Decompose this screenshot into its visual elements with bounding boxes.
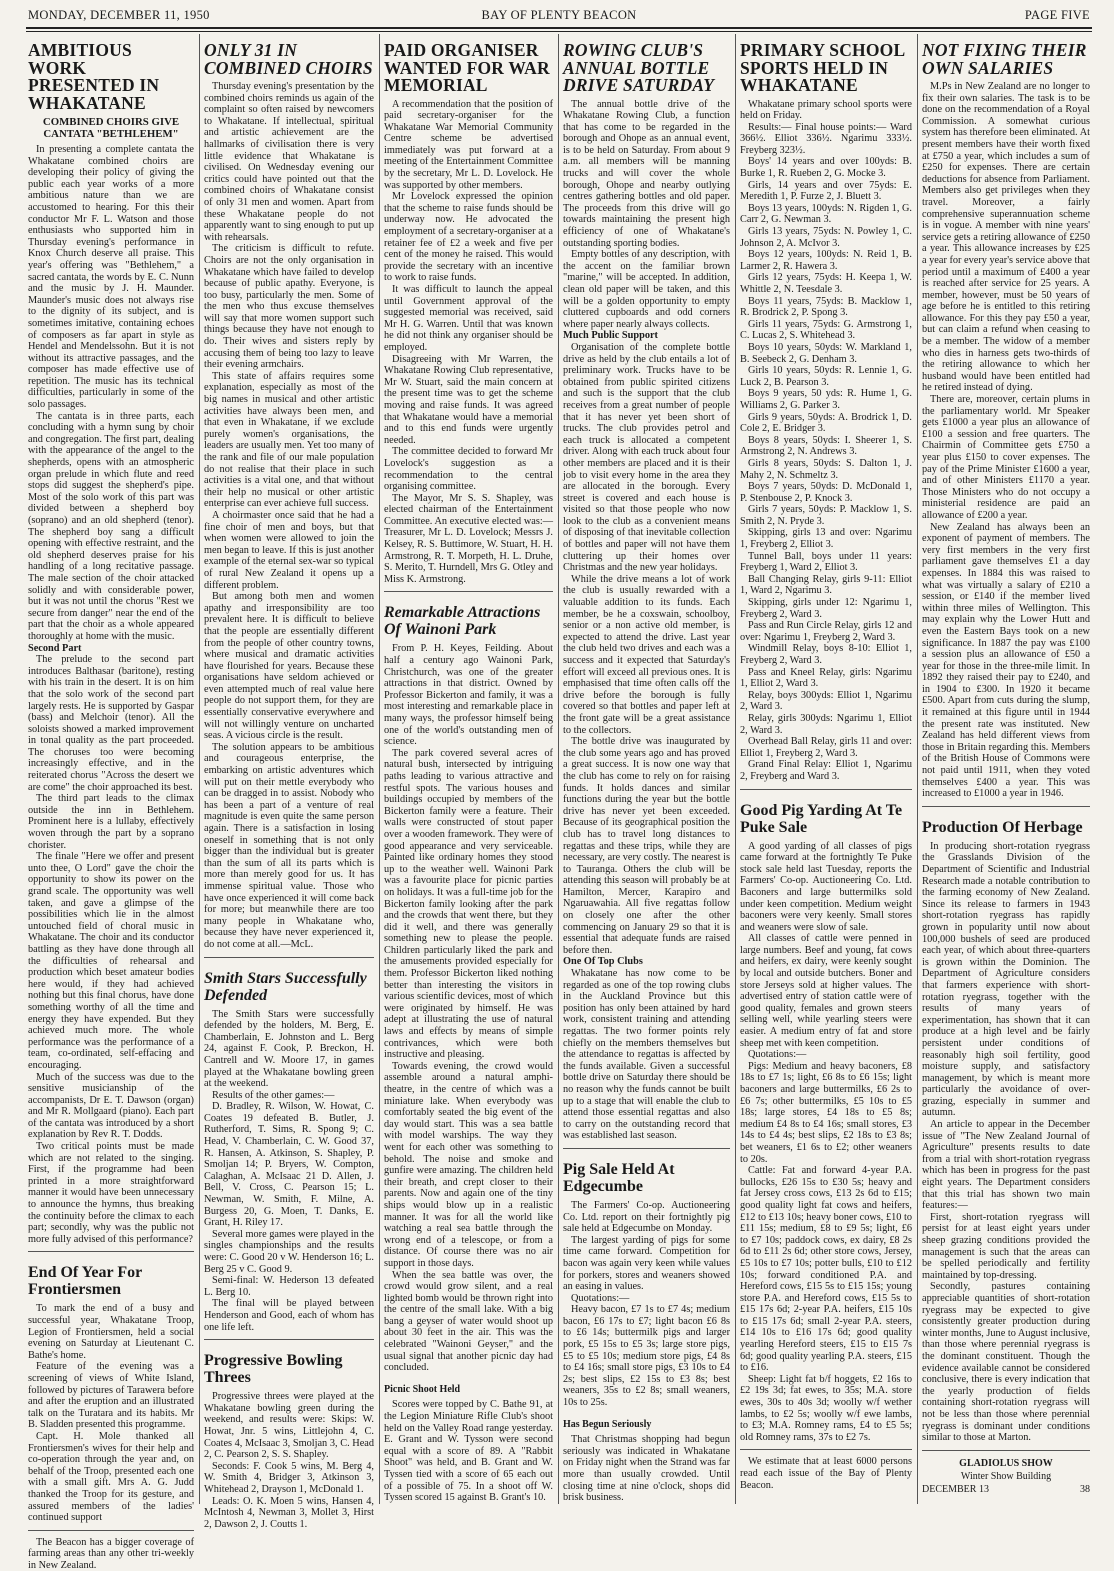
headline-paid-organiser: PAID ORGANISER WANTED FOR WAR MEMORIAL (384, 40, 550, 95)
article-divider (384, 591, 553, 592)
article-paragraph: The park covered several acres of natural bush, intersected by intriguing paths leading to various attractive and restful spots. The various houses and buildings occupied by members of the Bickerton family were a feature. Their walls were constructed of stout paper over a wooden framework. They were of good appearance and very serviceable. Painted like ordinary homes they stood up to the weather well. Wainoni Park was a favourite place for picnic parties on holidays. It was a full-time job for the Bickerton family looking after the park and the crowds that went there, but they did it well, and there was generally something new to please the people. Children particularly liked the park and the amusements provided especially for them. Professor Bickerton liked nothing better than interesting the visitors in various scientific devices, most of which were originated by himself. He was adept at illustrating the use of natural laws and effects by means of simple contrivances, which were both instructive and pleasing. (384, 747, 554, 1061)
article-paragraph: A recommendation that the position of paid secretary-organiser for the Whakatane War Memorial Community Centre scheme be advertised immediately was put forward at a meeting of the Entertainment Committee by the secretary, Mr L. D. Lovelock. He was supported by other members. (384, 98, 553, 191)
headline-production-herbage: Production Of Herbage (922, 818, 1083, 836)
article-divider (922, 806, 1090, 807)
headline-picnic-shoot: Picnic Shoot Held (384, 1383, 461, 1395)
headline-only-31: ONLY 31 IN COMBINED CHOIRS (204, 40, 373, 78)
article-divider (28, 1530, 194, 1531)
article-paragraph: Mr Lovelock expressed the opinion that the scheme to raise funds should be underway now. He advocated the employment of a secretary-organiser at a retainer fee of £2 a week and five per cent of the money he raised. This would provide the secretary with an incentive to work to raise funds. (384, 191, 553, 284)
headline-has-begun: Has Begun Seriously (563, 1418, 652, 1430)
article-paragraph: The bottle drive was inaugurated by the club some years ago and has proved a great success. It is now one way that the club has come to rely on for raising funds. It holds dances and similar functions during the year but the bottle drive has never yet been exceeded. Because of its geographical position the club has to travel long distances to regattas and these trips, while they are necessary, are very costly. The nearest is to Tauranga. Others the club will be attending this season will probably be at Hamilton, Mercer, Karapiro and Ngaruawahia. All five regattas follow on closely one after the other commencing on January 29 so that it is essential that adequate funds are raised before then. (563, 736, 730, 956)
article-paragraph: The final will be played between Henderson and Good, each of whom has one life left. (204, 1298, 374, 1333)
results-line: Girls 13 years, 75yds: N. Powley 1, C. Johnson 2, A. McIvor 3. (740, 226, 912, 249)
article-paragraph: The Smith Stars were successfully defended by the holders, M. Berg, E. Chamberlain, E. Johnston and L. Berg 24, against F. Cook, P. Breckon, H. Cantrell and W. Moore 17, in games played at the Whakatane bowling green at the weekend. (204, 1008, 374, 1090)
article-paragraph: Heavy bacon, £7 1s to £7 4s; medium bacon, £6 17s to £7; light bacon £6 8s to £6 14s; buttermilk pigs and larger pork, £5 15s to £5 3s; large store pigs, £5 to £5 10s; medium store pigs, £4 8s to £4 16s; small store pigs, £3 10s to £4 2s; best slips, £2 15s to £3 8s; best weaners, 35s to £2 8s; small weaners, 10s to 25s. (563, 1304, 730, 1409)
article-paragraph: To mark the end of a busy and successful year, Whakatane Troop, Legion of Frontiersmen, held a social evening on Saturday at Lieutenant C. Bathe's home. (28, 1303, 194, 1361)
article-divider (740, 789, 912, 790)
headline-not-fixing-salaries: NOT FIXING THEIR OWN SALARIES (922, 40, 1087, 78)
page-number: PAGE FIVE (1024, 8, 1090, 22)
article-paragraph: In producing short-rotation ryegrass the Grasslands Division of the Department of Scientific and Industrial Research made a notable contribution to the farming economy of New Zealand. Since its release to farmers in 1943 short-rotation ryegrass has rapidly grown in popularity until now about 100,000 bushels of seed are produced each year, of which about three-quarters is grown within the Dominion. The Department of Agriculture considers that farmers experience with short-rotation ryegrass, together with the results of many years of experimentation, has shown that it can produce at a high level and be fairly persistent under conditions of reasonably high soil fertility, good moisture supply, and satisfactory management, by which is meant more particularly the avoidance of over-grazing, especially in summer and autumn. (922, 840, 1090, 1119)
results-line: Girls 8 years, 50yds: S. Dalton 1, J. Mahy 2, N. Schmeltz 3. (740, 457, 912, 481)
results-line: Relay, girls 300yds: Ngarimu 1, Elliot 2, Ward 3. (740, 712, 912, 736)
section-subhead: One Of Top Clubs (563, 956, 643, 968)
issue-date: MONDAY, DECEMBER 11, 1950 (28, 8, 210, 22)
article-paragraph: When the sea battle was over, the crowd would grow silent, and a real lighted bomb would be thrown right into the centre of the small lake. With a big bang a geyser of water would shoot up about 30 feet in the air. This was the celebrated "Wainoni Geyser," and the usual signal that another picnic day had concluded. (384, 1269, 553, 1374)
article-paragraph: The largest yarding of pigs for some time came forward. Competition for bacon was again very keen while values for porkers, stores and weaners showed an easing in values. (563, 1234, 730, 1293)
results-line: Boys 7 years, 50yds: D. McDonald 1, P. Stenbouse 2, P. Knock 3. (740, 481, 912, 504)
article-paragraph: Two critical points must be made which are not related to the singing. First, if the programme had been printed in a more straightforward manner it would have been unnecessary to announce the hymns, thus breaking the continuity before the climax to each part; secondly, why was the public not more fully advised of this performance? (28, 1141, 194, 1245)
results-line: Boys 10 years, 50yds: W. Markland 1, B. Seebeck 2, G. Denham 3. (740, 341, 912, 365)
article-divider (204, 1339, 374, 1340)
article-paragraph: Seconds: F. Cook 5 wins, M. Berg 4, W. Smith 4, Bridger 3, Atkinson 3, Whitehead 2, Drayson 1, McDonald 1. (204, 1460, 374, 1495)
masthead (28, 8, 1090, 26)
article-paragraph: Sheep: Light fat b/f hoggets, £2 16s to £2 19s 3d; fat ewes, to 35s; M.A. store ewes, 30s to 40s 3d; woolly w/f wether lambs, to £2 5s; woolly w/f ewe lambs, to £3; M.A. Romney rams, £4 to £5 5s; old Romney rams, 37s to £2 7s. (740, 1373, 912, 1443)
results-line: Skipping, girls under 12: Ngarimu 1, Freyberg 2, Ward 3. (740, 597, 912, 620)
headline-end-of-year: End Of Year For Frontiersmen (28, 1264, 142, 1299)
article-paragraph: The Farmers' Co-op. Auctioneering Co. Ltd. report on their fortnightly pig sale held at Edgecumbe on Monday. (563, 1199, 730, 1235)
headline-ambitious-work: AMBITIOUS WORK PRESENTED IN WHAKATANE (28, 40, 160, 113)
article-paragraph: New Zealand has always been an exponent of payment of members. The very first members in the very first parliament gave themselves £1 a day expenses. In 1884 this was raised to what was virtually a salary of £210 a session, or £140 if the member lived within three miles of Wellington. This may explain why the Lower Hutt and even the Eastern Bays took on a new significance. In 1887 the pay was £100 a session plus an allowance of £50 a year for those in the three-mile limit. In 1892 they raised their pay to £240, and in 1904 to £300. In 1920 it became £500. Apart from cuts during the slump, it remained at this figure until in 1944 the present rate was instituted. New Zealand has held different views from those in Britain regarding this. Members of the British House of Commons were not paid until 1911, when they voted themselves £400 a year. This was increased to £1000 a year in 1946. (922, 521, 1090, 800)
article-paragraph: D. Bradley, R. Wilson, W. Howat, C. Coates 19 defeated B. Butler, J. Rutherford, T. Sims, R. Spong 9; C. Head, V. Chamberlain, C. W. Good 37, R. Hansen, A. Atkinson, S. Shapley, P. Smoljan 14; P. Bryers, W. Compton, Calaghan, A. McIsaac 21 D. Allen, J. Bell, V. Cross, C. Pearson 15; L. Newman, W. Smith, F. Milne, A. Burgess 20, G. Moen, T. Danks, E. Grant, H. Riley 17. (204, 1101, 374, 1229)
article-paragraph: All classes of cattle were penned in large numbers. Beef and young, fat cows and heifers, ex dairy, were keenly sought by local and outside butchers. Boner and store Jerseys sold at higher values. The advertised entry of station cattle were of good quality, females and grown steers selling well, while yearling steers were easier. A medium entry of fat and store sheep met with keen competition. (740, 933, 912, 1049)
results-line: Boys 11 years, 75yds: B. Macklow 1, R. Brodrick 2, P. Spong 3. (740, 295, 912, 319)
results-line: Boys 12 years, 100yds: N. Reid 1, B. Larmer 2, R. Hawera 3. (740, 249, 912, 272)
article-paragraph: A choirmaster once said that he had a fine choir of men and boys, but that when women were allowed to join the men began to leave. If this is just another example of the eternal sex-war so typical of rural New Zealand it opens up a different problem. (204, 509, 374, 591)
article-paragraph: Towards evening, the crowd would assemble around a natural amphi-theatre, in the centre of which was a miniature lake. When everybody was comfortably seated the big event of the day would start. This was a sea battle with model warships. The way they went for each other was something to behold. The noise and smoke and gunfire were amazing. The children held their breath, and crept closer to their parents. Now and again one of the tiny ships would blow up in a realistic manner. It was for all the world like watching a real sea battle through the wrong end of a telescope, or from a distance. Of course there was no air support in those days. (384, 1060, 553, 1269)
headline-rowing-club: ROWING CLUB'S ANNUAL BOTTLE DRIVE SATURDAY (563, 40, 715, 95)
results-line: Girls, 14 years and over 75yds: E. Meredith 1, P. Furze 2, J. Bluett 3. (740, 179, 912, 203)
ad-date: DECEMBER 13 (922, 1483, 989, 1495)
article-paragraph: The prelude to the second part introduces Balthasar (baritone), resting with his train in the desert. It is on him that the solo work of the second part largely rests. He is supported by Gaspar (bass) and Melchoir (tenor). All the soloists showed a marked improvement in tonal quality as the part proceeded. The choruses too were becoming increasingly effective, and in the reiterated chorus "Across the desert we are come" the choir approached its best. (28, 654, 194, 793)
article-paragraph: Cattle: Fat and forward 4-year P.A. bullocks, £26 15s to £30 5s; heavy and fat Jersey cross cows, £13 2s 6d to £15; good quality light fat cows and heifers, £12 to £13 10s; heavy boner cows, £10 to £11 15s; medium, £8 to £9 5s; light, £6 to £7 10s; paddock cows, ex dairy, £8 2s 6d to £11 2s 6d; other store cows, Jersey, £5 10s to £7 10s; potter bulls, £10 to £12 10s; forward conditioned P.A. and Hereford cows, £15 5s to £15 15s; young store P.A. and Hereford cows, £15 5s to £15 17s 6d; 2-year P.A. heifers, £15 10s to £15 17s 6d; small 2-year P.A. steers, £14 10s to £16 17s 6d; good quality yearling Hereford steers, £15 to £15 7s 6d; good quality yearling P.A. steers, £15 to £16. (740, 1165, 912, 1374)
results-line: Ball Changing Relay, girls 9-11: Elliot 1, Ward 2, Ngarimu 3. (740, 573, 912, 597)
article-paragraph: Scores were topped by C. Bathe 91, at the Legion Miniature Rifle Club's shoot held on the Valley Road range yesterday. E. Grant and W. Tysson were second equal with a score of 89. A "Rabbit Shoot" was held, and B. Grant and W. Tyssen tied with a score of 65 each out of a possible of 75. In a shoot off W. Tyssen scored 15 against B. Grant's 10. (384, 1399, 553, 1504)
article-paragraph: Organisation of the complete bottle drive as held by the club entails a lot of preliminary work. Trucks have to be obtained from public spirited citizens and such is the support that the club receives from a great number of people that it has never yet been short of trucks. The club provides petrol and each truck is allocated a competent driver. Along with each truck about four other members are placed and it is their job to visit every home in the area they are allocated in the borough. Every street is covered and each house is visited so that those people who now look to the club as a convenient means of disposing of that inevitable collection of bottles and paper will not have them cluttering up their homes over Christmas and the new year holidays. (563, 341, 730, 574)
headline-primary-school-sports: PRIMARY SCHOOL SPORTS HELD IN WHAKATANE (740, 40, 905, 95)
results-line: Girls 7 years, 50yds: P. Macklow 1, S. Smith 2, N. Pryde 3. (740, 504, 912, 527)
filler-notice: The Beacon has a bigger coverage of farming areas than any other tri-weekly in New Zealand. (28, 1536, 194, 1571)
results-line: Boys 13 years, 100yds: N. Rigden 1, G. Carr 2, G. Newman 3. (740, 202, 912, 226)
results-line: Boys 8 years, 50yds: I. Sheerer 1, S. Armstrong 2, N. Andrews 3. (740, 434, 912, 458)
headline-progressive-bowling: Progressive Bowling Threes (204, 1352, 343, 1387)
article-paragraph: That Christmas shopping had begun seriously was indicated in Whakatane on Friday night when the Strand was far more than usually crowded. Until closing time at nine o'clock, shops did brisk business. (563, 1434, 730, 1504)
article-paragraph: Much of the success was due to the sensitive musicianship of the accompanists, Dr E. T. Dawson (organ) and Mr R. Mollgaard (piano). Each part of the cantata was introduced by a short explanation by Rev R. T. Dodds. (28, 1071, 194, 1141)
article-paragraph: Whakatane primary school sports were held on Friday. (740, 98, 912, 122)
article-paragraph: Progressive threes were played at the Whakatane bowling green during the weekend, and results were: Skips: W. Howat, Jnr. 5 wins, Littlejohn 4, C. Coates 4, McIsaac 3, Smoljan 3, C. Head 2, C. Pearson 2, S. S. Shapley. (204, 1391, 374, 1461)
article-paragraph: Pigs: Medium and heavy baconers, £8 18s to £7 1s; light, £6 8s to £6 15s; light baconers and large buttermilks, £6 2s to £6 7s; other buttermilks, £5 10s to £5 18s; large stores, £4 18s to £5 8s; medium £4 8s to £4 16s; small stores, £3 14s to £4 4s; best slips, £2 18s to £3 8s; bet weaners, £1 6s to £2; other weaners to 20s. (740, 1060, 912, 1165)
ad-number: 38 (1080, 1483, 1090, 1495)
results-line: Results:— Final house points:— Ward 366½. Elliot 336½. Ngarimu 333½. Freyberg 323½. (740, 121, 912, 156)
newspaper-title: BAY OF PLENTY BEACON (481, 8, 637, 22)
results-line: Girls 10 years, 50yds: R. Lennie 1, G. Luck 2, B. Pearson 3. (740, 365, 912, 388)
article-paragraph: The third part leads to the climax outside the inn in Bethlehem. Prominent here is a lullaby, effectively woven through the part by a soprano chorister. (28, 793, 194, 851)
section-subhead: Second Part (28, 642, 82, 654)
article-paragraph: This state of affairs requires some explanation, especially as most of the big names in musical and other artistic activities have always been men, and that even in Whakatane, if we exclude purely women's organisations, the leaders are usually men. Yet too many of the rank and file of our male population do not realise that their place in such activities is a vital one, and that without their help no musical or other artistic enterprise can ever achieve full success. (204, 370, 374, 510)
article-paragraph: The cantata is in three parts, each concluding with a hymn sung by choir and congregation. The first part, dealing with the appearance of the angel to the shepherds, opens with an atmospheric organ prelude in which flute and reed stops did suggest the shepherd's pipe. Most of the solo work of this part was divided between a shepherd boy (soprano) and an old shepherd (tenor). The shepherd boy sang a difficult opening with effective restraint, and the old shepherd deserves praise for his handling of a long recitative passage. The male section of the choir attacked solidly and with considerable power, but it was not until the chorus "Rest we secure from danger" near the end of the part that the choir as a whole appeared thoroughly at home with the music. (28, 410, 194, 642)
readership-notice: We estimate that at least 6000 persons read each issue of the Bay of Plenty Beacon. (740, 1456, 912, 1491)
results-line: Windmill Relay, boys 8-10: Elliot 1, Freyberg 2, Ward 3. (740, 643, 912, 666)
column-6 (922, 38, 1090, 1504)
article-divider (563, 1148, 730, 1149)
article-paragraph: There are, moreover, certain plums in the parliamentary world. Mr Speaker gets £1000 a year plus an allowance of £100 a session and free quarters. The Chairmin of Committee gets £750 a year plus £150 to cover expenses. The pay of the Prime Minister £1600 a year, and of other Ministers £1170 a year. Those Ministers who do not occupy a ministerial residence are paid an allowance of £200 a year. (922, 394, 1090, 521)
article-paragraph: Thursday evening's presentation by the combined choirs reminds us again of the complaint so often raised by newcomers to Whakatane. If intellectual, spiritual and artistic achievement are the hallmarks of civilisation there is very little evidence that Whakatane is civilised. On Wednesday evening our critics could have pointed out that the combined choirs of Whakatane consist of only 31 men and women. Apart from these Whakatane people do not apparently want to sing enough to put up with rehearsals. (204, 81, 374, 243)
ad-venue: Winter Show Building (960, 1470, 1052, 1482)
results-line: Tunnel Ball, boys under 11 years: Freyberg 1, Ward 2, Elliot 3. (740, 550, 912, 574)
article-paragraph: Semi-final: W. Hederson 13 defeated L. Berg 10. (204, 1275, 374, 1298)
article-paragraph: Quotations:— (748, 1049, 807, 1061)
article-paragraph: While the drive means a lot of work the club is usually rewarded with a valuable addition to its funds. Each member, be he a coxswain, schoolboy, senior or a non active old member, is expected to attend the drive. Last year the club held two drives and each was a success and it expected that Saturday's effort will exceed all previous ones. It is emphasised that time often calls off the drive before the borough is fully covered so that bottles and paper left at the front gate will be a great assistance to the collectors. (563, 573, 730, 736)
article-paragraph: M.Ps in New Zealand are no longer to fix their own salaries. The task is to be done on the recommendation of a Royal Commission. A somewhat curious system has therefore been eliminated. At present members have their worth fixed at £750 a year, which includes a sum of £250 for expenses. There are certain deductions for absence from Parliament. Members also get privileges when they travel. Moreover, a fairly comprehensive superannuation scheme is in vogue. A member with nine years' service gets a retiring allowance of £250 a year. This allowance increases by £25 a year for every year's service above that period until a maximum of £400 a year is reached after service for 25 years. A member, however, must be 50 years of age before he is entitled to this retiring allowance. For this they pay £50 a year, but can claim a refund when ceasing to be a member. The widow of a member who dies in harness gets two-thirds of the retiring allowance to which her husband would have been entitled had he retired instead of dying. (922, 81, 1090, 394)
article-paragraph: An article to appear in the December issue of "The New Zealand Journal of Agriculture" presents results to date from a trial with short-rotation ryegrass which has been in progress for the past eight years. The Department considers that this trial has shown two main features:— (922, 1119, 1090, 1212)
results-line: Girls 9 years, 50yds: A. Brodrick 1, D. Cole 2, E. Bridger 3. (740, 411, 912, 435)
article-paragraph: The committee decided to forward Mr Lovelock's suggestion as a recommendation to the central organising committee. (384, 446, 553, 493)
results-line: Boys 9 years, 50 yds: R. Hume 1, G. Williams 2, G. Parker 3. (740, 388, 912, 411)
article-divider (204, 957, 374, 958)
results-line: Girls 11 years, 75yds: G. Armstrong 1, C. Lucas 2, S. Whitehead 3. (740, 318, 912, 342)
column-divider (917, 34, 918, 1504)
article-paragraph: Several more games were played in the singles championships and the results were: C. Good 20 v W. Henderson 16; L. Berg 25 v C. Good 9. (204, 1228, 374, 1275)
article-paragraph: Leads: O. K. Moen 5 wins, Hansen 4, McIntosh 4, Newman 3, Mollet 3, Hirst 2, Dawson 2, J. Coutts 1. (204, 1495, 374, 1530)
section-subhead: Much Public Support (563, 330, 658, 342)
article-divider (740, 1449, 912, 1450)
ad-date-line (922, 1483, 1090, 1496)
column-divider (379, 34, 380, 1504)
article-paragraph: Secondly, pastures containing appreciable quantities of short-rotation ryegrass may be expected to give consistently greater production during winter months, June to August inclusive, than those where perennial ryegrass is the dominant constituent. Though the evidence available cannot be considered conclusive, there is every indication that the yearly production of fields containing short-rotation ryegrass will not be less than those where perennial ryegrass is dominant under conditions similar to those at Marton. (922, 1281, 1090, 1444)
article-paragraph: Results of the other games:— (212, 1089, 335, 1101)
results-line: Pass and Kneel Relay, girls: Ngarimu 1, Elliot 2, Ward 3. (740, 666, 912, 690)
column-5 (740, 38, 912, 1504)
column-divider (735, 34, 736, 1504)
results-line: Grand Final Relay: Elliot 1, Ngarimu 2, Freyberg and Ward 3. (740, 759, 912, 782)
article-paragraph: From P. H. Keyes, Feilding. About half a century ago Wainoni Park, Christchurch, was one of the greater attractions in that district. Owned by Professor Bickerton and family, it was a most interesting and remarkable place in many ways, the professor himself being one of the world's outstanding men of science. (384, 643, 553, 748)
article-paragraph: The finale "Here we offer and present unto thee, O Lord" gave the choir the opportunity to show its power on the grand scale. The opportunity was well taken, and gave a glimpse of the possibilities which lie in the almost untouched field of choral music in Whakatane. The choir and its conductor battling as they have done through all the difficulties of rehearsal and production which beset amateur bodies here would, if they had achieved nothing but this final chorus, have done something worthy of all the time and energy they have expended. But they achieved much more. The whole performance was the performance of a team, co-ordinated, self-effacing and encouraging. (28, 851, 194, 1071)
article-paragraph: The Mayor, Mr S. S. Shapley, was elected chairman of the Entertainment Committee. An executive elected was:—Treasurer, Mr L. D. Lovelock; Messrs J. Kelsey, R. S. Buttimore, W. Stuart, H. H. Armstrong, R. T. Morpeth, H. L. Druhe, S. Merito, T. Hurndell, Mrs G. Otley and Miss K. Armstrong. (384, 492, 553, 585)
results-line: Overhead Ball Relay, girls 11 and over: Elliot 1, Freyberg 2, Ward 3. (740, 736, 912, 759)
article-divider (28, 1251, 194, 1252)
masthead-rule (26, 27, 1092, 29)
article-paragraph: The solution appears to be ambitious and courageous enterprise, the embarking on artistic adventures which will put on their mettle everybody who can be dragged in to assist. Nobody who has been a part of a venture of real magnitude is even quite the same person again. There is a satisfaction in losing oneself in something that is not only bigger than the individual but is greater than the sum of all its parts which is more than merely good for us. It has immense spiritual value. Those who have once experienced it will come back for more; but meanwhile there are too many people in Whakatane who, because they have never experienced it, do not come at all.—McL. (204, 741, 374, 950)
column-3 (384, 38, 553, 1504)
article-paragraph: Feature of the evening was a screening of views of White Island, followed by pictures of Tarawera before and after the eruption and an illustrated talk on the Turatara and its habits. Mr B. Sladden presented this programme. (28, 1361, 194, 1431)
article-paragraph: First, short-rotation ryegrass will persist for at least eight years under sheep grazing conditions provided the management is such that the areas can be spelled periodically and fertility maintained by top-dressing. (922, 1211, 1090, 1281)
subhead-combined-choirs: COMBINED CHOIRS GIVE CANTATA "BETHLEHEM" (42, 116, 180, 140)
article-paragraph: The criticism is difficult to refute. Choirs are not the only organisation in Whakatane which have failed to develop because of public apathy. Everyone, is too busy, particularly the men. Some of the men who thus excuse themselves will say that more women support such things because they have not enough to do. Their wives and sisters reply by accusing them of being too lazy to leave their evening armchairs. (204, 243, 374, 371)
article-paragraph: Quotations:— (571, 1292, 630, 1304)
article-paragraph: In presenting a complete cantata the Whakatane combined choirs are developing their policy of giving the public each year works of a more ambitious nature than we are accustomed to hearing. For this their conductor Mr F. L. Watson and those enthusiasts who supported him in Thursday evening's performance in Knox Church deserve all praise. This year's offering was "Bethlehem," a sacred cantata, the words by E. C. Nunn and the music by J. H. Maunder. Maunder's music does not always rise to the dignity of its subject, and is sometimes imitative, containing echoes of composers as far apart in style as Hendel and Mendelssohn. But it is not without its attractive passages, and the composer has made effective use of repetition. The music has its technical difficulties, particularly in some of the solo passages. (28, 144, 194, 411)
column-2 (204, 38, 374, 1530)
column-divider (558, 34, 559, 1504)
article-paragraph: Disagreeing with Mr Warren, the Whakatane Rowing Club representative, Mr W. Stuart, said the main concern at the present time was to get the scheme moving and raise funds. It was agreed that Whakatane would have a memorial and to this end funds were urgently needed. (384, 353, 553, 446)
headline-smith-stars: Smith Stars Successfully Defended (204, 969, 367, 1004)
article-paragraph: The annual bottle drive of the Whakatane Rowing Club, a function that has come to be regarded in the borough and Ohope as an annual event, is to be held on Saturday. From about 9 a.m. all members will be manning trucks and will cover the whole borough, Ohope and nearby outlying centres gathering bottles and old paper. The proceeds from this drive will go towards maintaining the present high efficiency of one of Whakatane's outstanding sporting bodies. (563, 98, 730, 249)
headline-wainoni-park: Remarkable Attractions Of Wainoni Park (384, 604, 541, 639)
column-1 (28, 38, 194, 1571)
results-line: Girls 12 years, 75yds: H. Keepa 1, W. Whittle 2, N. Teesdale 3. (740, 272, 912, 295)
column-4 (563, 38, 730, 1504)
headline-pig-sale-edgecumbe: Pig Sale Held At Edgecumbe (563, 1160, 675, 1195)
masthead-rule-thin (26, 31, 1092, 32)
article-paragraph: It was difficult to launch the appeal until Government approval of the suggested memorial was received, said Mr H. G. Warren. Until that was known he did not think any organiser should be employed. (384, 284, 553, 353)
column-divider (199, 34, 200, 1504)
results-line: Relay, boys 300yds: Elliot 1, Ngarimu 2, Ward 3. (740, 689, 912, 713)
article-paragraph: Empty bottles of any description, with the accent on the familiar brown "marine," will be accepted. In addition, clean old paper will be taken, and this will be a golden opportunity to empty cluttered cupboards and odd corners where paper nearly always collects. (563, 249, 730, 330)
results-line: Boys' 14 years and over 100yds: B. Burke 1, R. Rueben 2, G. Mocke 3. (740, 156, 912, 180)
gladiolus-show-ad (922, 1457, 1090, 1496)
ad-title: GLADIOLUS SHOW (959, 1457, 1053, 1469)
article-paragraph: But among both men and women apathy and irresponsibility are too prevalent here. It is difficult to believe that the people are essentially different from the people of other country towns, where musical and dramatic activities have flourished for years. Because these organisations have seldom achieved or even attempted much of real value here people do not support them, for they are essentially conservative everywhere and will not willingly venture on uncharted seas. A vicious circle is the result. (204, 591, 374, 742)
results-line: Pass and Run Circle Relay, girls 12 and over: Ngarimu 1, Freyberg 2, Ward 3. (740, 620, 912, 643)
headline-te-puke-sale: Good Pig Yarding At Te Puke Sale (740, 801, 903, 836)
article-paragraph: A good yarding of all classes of pigs came forward at the fortnightly Te Puke stock sale held last Tuesday, reports the Farmers' Co-op. Auctioneering Co. Ltd. Baconers and large buttermilks sold under keen competition. Medium weight baconers were very keenly. Small stores and weaners were slow of sale. (740, 840, 912, 933)
results-line: Skipping, girls 13 and over: Ngarimu 1, Freyberg 2, Elliot 3. (740, 527, 912, 551)
article-paragraph: Capt. H. Mole thanked all Frontiersmen's wives for their help and co-operation through the year and, on behalf of the Troop, presented each one with a small gift. Mrs A. G. Judd thanked the Troop for its gesture, and assured members of the ladies' continued support (28, 1430, 194, 1524)
article-paragraph: Whakatane has now come to be regarded as one of the top rowing clubs in the Auckland Province but this position has only been attained by hard work, consistent training and attending regattas. The two former points rely chiefly on the members themselves but the attendance to regattas is affected by the funds available. Given a successful bottle drive on Saturday there should be no reason why the funds cannot be built up to a stage that will enable the club to attend those essential regattas and also to carry on the outstanding record that was established last season. (563, 968, 730, 1142)
article-divider (922, 1450, 1090, 1451)
